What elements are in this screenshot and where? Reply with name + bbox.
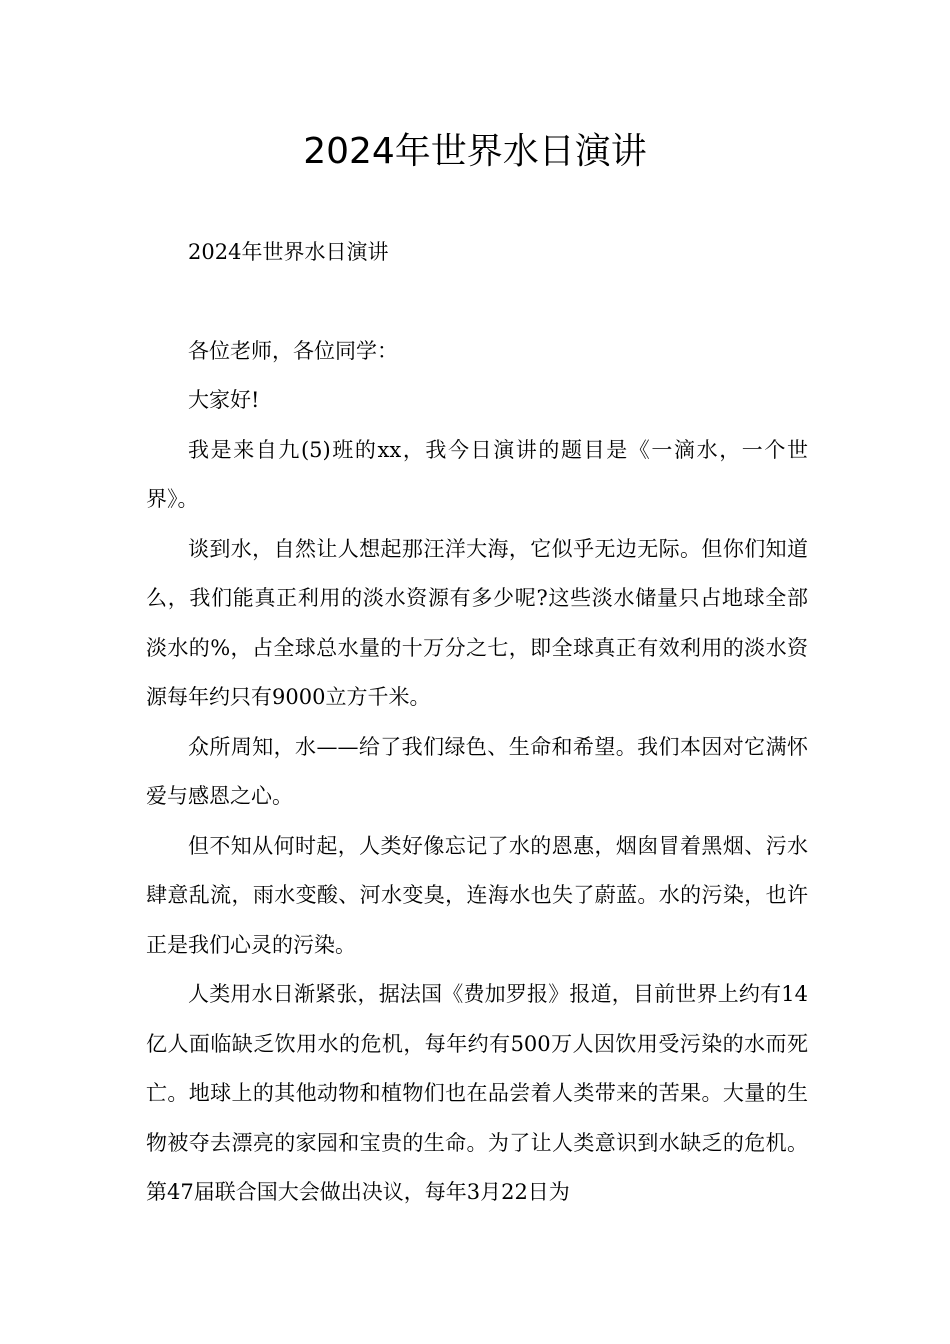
document-body bbox=[146, 228, 808, 1218]
body-paragraph: 谈到水，自然让人想起那汪洋大海，它似乎无边无际。但你们知道么，我们能真正利用的淡水资源有多少呢?这些淡水储量只占地球全部淡水的%，占全球总水量的十万分之七，即全球真正有效利用的淡水资源每年约只有9000立方千米。 bbox=[146, 536, 808, 709]
greeting-paragraph: 各位老师，各位同学： bbox=[188, 338, 398, 363]
body-paragraph: 人类用水日渐紧张，据法国《费加罗报》报道，目前世界上约有14亿人面临缺乏饮用水的危机，每年约有500万人因饮用受污染的水而死亡。地球上的其他动物和植物们也在品尝着人类带来的苦果。大量的生物被夺去漂亮的家园和宝贵的生命。为了让人类意识到水缺乏的危机。第47届联合国大会做出决议，每年3月22日为 bbox=[146, 982, 808, 1204]
body-paragraph: 众所周知，水——给了我们绿色、生命和希望。我们本因对它满怀爱与感恩之心。 bbox=[146, 734, 808, 808]
hello-paragraph: 大家好! bbox=[188, 388, 260, 412]
intro-paragraph: 我是来自九(5)班的xx，我今日演讲的题目是《一滴水，一个世界》。 bbox=[146, 437, 808, 511]
subtitle-paragraph: 2024年世界水日演讲 bbox=[188, 240, 389, 264]
document-title: 2024年世界水日演讲 bbox=[303, 131, 647, 172]
body-paragraph: 但不知从何时起，人类好像忘记了水的恩惠，烟囱冒着黑烟、污水肆意乱流，雨水变酸、河水变臭，连海水也失了蔚蓝。水的污染，也许正是我们心灵的污染。 bbox=[146, 833, 808, 957]
